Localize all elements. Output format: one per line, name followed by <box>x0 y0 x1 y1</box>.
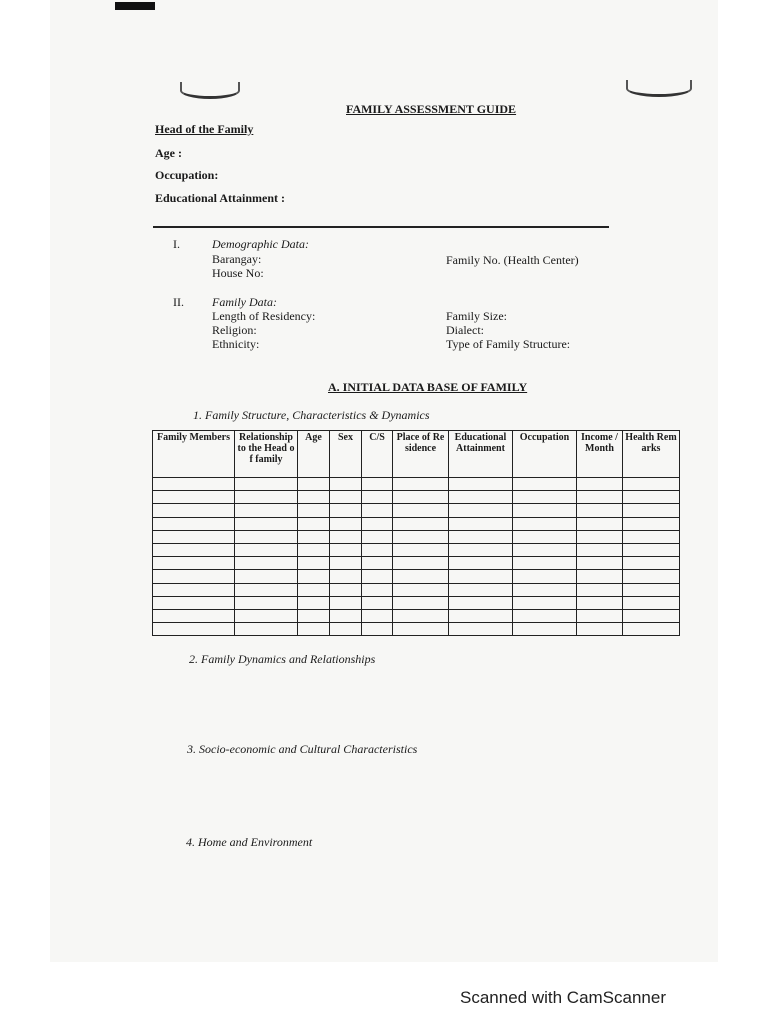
table-cell <box>235 478 298 491</box>
table-cell <box>577 623 623 636</box>
table-cell <box>153 570 235 583</box>
table-cell <box>235 596 298 609</box>
table-cell <box>298 517 330 530</box>
table-cell <box>393 596 449 609</box>
table-cell <box>577 504 623 517</box>
table-cell <box>235 491 298 504</box>
table-cell <box>298 491 330 504</box>
family-members-table <box>152 430 680 636</box>
table-row <box>153 517 680 530</box>
col-header: Educational Attainment <box>449 431 513 478</box>
table-cell <box>362 623 393 636</box>
table-cell <box>623 543 680 556</box>
table-cell <box>298 583 330 596</box>
table-cell <box>449 517 513 530</box>
camscanner-watermark: Scanned with CamScanner <box>460 988 667 1007</box>
table-cell <box>449 478 513 491</box>
table-cell <box>393 504 449 517</box>
family-no-label: Family No. (Health Center) <box>446 253 579 267</box>
table-cell <box>235 570 298 583</box>
dialect-label: Dialect: <box>446 323 484 337</box>
table-cell <box>330 596 362 609</box>
table-cell <box>513 491 577 504</box>
table-cell <box>235 530 298 543</box>
table-row <box>153 570 680 583</box>
house-no-label: House No: <box>212 266 264 280</box>
table-cell <box>362 517 393 530</box>
table-row <box>153 530 680 543</box>
length-of-residency-label: Length of Residency: <box>212 309 316 323</box>
subsection-3: 3. Socio-economic and Cultural Characteristics <box>187 742 418 756</box>
left-seal-logo <box>180 82 240 99</box>
table-cell <box>623 530 680 543</box>
table-cell <box>577 478 623 491</box>
ethnicity-label: Ethnicity: <box>212 337 260 351</box>
table-cell <box>362 543 393 556</box>
table-row <box>153 583 680 596</box>
family-structure-label: Type of Family Structure: <box>446 337 571 351</box>
table-cell <box>235 517 298 530</box>
table-cell <box>577 517 623 530</box>
table-cell <box>330 517 362 530</box>
table-cell <box>513 504 577 517</box>
table-cell <box>623 517 680 530</box>
table-cell <box>362 478 393 491</box>
table-row <box>153 596 680 609</box>
table-cell <box>393 557 449 570</box>
table-cell <box>362 530 393 543</box>
table-cell <box>393 570 449 583</box>
table-cell <box>298 557 330 570</box>
table-cell <box>577 596 623 609</box>
table-row <box>153 609 680 622</box>
table-cell <box>153 596 235 609</box>
table-cell <box>362 504 393 517</box>
table-cell <box>393 491 449 504</box>
table-row <box>153 504 680 517</box>
table-cell <box>393 543 449 556</box>
table-cell <box>362 596 393 609</box>
col-header: Income / Month <box>577 431 623 478</box>
table-cell <box>153 504 235 517</box>
divider-line <box>153 226 609 228</box>
table-cell <box>362 570 393 583</box>
education-field-label: Educational Attainment : <box>155 191 286 205</box>
age-field-label: Age : <box>155 146 182 160</box>
table-cell <box>330 609 362 622</box>
religion-label: Religion: <box>212 323 257 337</box>
table-cell <box>623 583 680 596</box>
col-header: C/S <box>362 431 393 478</box>
table-cell <box>513 517 577 530</box>
occupation-field-label: Occupation: <box>155 168 219 182</box>
col-header: Place of Residence <box>393 431 449 478</box>
table-cell <box>449 530 513 543</box>
table-cell <box>153 530 235 543</box>
table-cell <box>513 609 577 622</box>
table-cell <box>330 543 362 556</box>
table-cell <box>153 543 235 556</box>
table-cell <box>449 570 513 583</box>
barangay-label: Barangay: <box>212 252 262 266</box>
table-cell <box>235 504 298 517</box>
section-i-heading: Demographic Data: <box>212 237 309 251</box>
table-cell <box>330 504 362 517</box>
table-cell <box>393 517 449 530</box>
head-of-family-label: Head of the Family <box>155 122 254 136</box>
table-cell <box>298 609 330 622</box>
table-cell <box>623 557 680 570</box>
table-cell <box>298 623 330 636</box>
table-body <box>153 478 680 636</box>
table-cell <box>577 557 623 570</box>
table-cell <box>235 543 298 556</box>
right-seal-logo <box>626 80 692 97</box>
table-cell <box>513 623 577 636</box>
table-cell <box>298 596 330 609</box>
table-cell <box>153 609 235 622</box>
table-cell <box>513 557 577 570</box>
table-cell <box>235 623 298 636</box>
table-cell <box>449 491 513 504</box>
col-header: Occupation <box>513 431 577 478</box>
scan-mark <box>115 2 155 10</box>
table-cell <box>449 543 513 556</box>
table-cell <box>513 583 577 596</box>
table-cell <box>623 504 680 517</box>
table-cell <box>362 491 393 504</box>
table-row <box>153 623 680 636</box>
table-cell <box>393 623 449 636</box>
col-header: Age <box>298 431 330 478</box>
table-cell <box>449 557 513 570</box>
table-cell <box>623 570 680 583</box>
col-header: Health Remarks <box>623 431 680 478</box>
table-row <box>153 478 680 491</box>
table-cell <box>577 609 623 622</box>
table-cell <box>362 583 393 596</box>
table-cell <box>298 543 330 556</box>
table-cell <box>235 609 298 622</box>
table-cell <box>577 491 623 504</box>
section-i-numeral: I. <box>173 237 180 251</box>
table-cell <box>623 596 680 609</box>
table-cell <box>393 583 449 596</box>
table-cell <box>449 609 513 622</box>
document-title: FAMILY ASSESSMENT GUIDE <box>346 102 517 116</box>
table-cell <box>513 570 577 583</box>
table-cell <box>393 609 449 622</box>
section-ii-numeral: II. <box>173 295 184 309</box>
table-cell <box>298 504 330 517</box>
table-cell <box>298 570 330 583</box>
table-cell <box>153 623 235 636</box>
table-cell <box>330 623 362 636</box>
table-cell <box>623 491 680 504</box>
col-header: Family Members <box>153 431 235 478</box>
table-cell <box>513 543 577 556</box>
table-cell <box>153 583 235 596</box>
table-row <box>153 543 680 556</box>
table-row <box>153 557 680 570</box>
table-cell <box>153 557 235 570</box>
table-cell <box>623 623 680 636</box>
table-cell <box>623 478 680 491</box>
table-cell <box>330 478 362 491</box>
table-cell <box>449 583 513 596</box>
table-cell <box>449 504 513 517</box>
col-header: Relationship to the Head of family <box>235 431 298 478</box>
table-cell <box>153 478 235 491</box>
table-cell <box>393 530 449 543</box>
subsection-4: 4. Home and Environment <box>186 835 313 849</box>
table-cell <box>577 530 623 543</box>
table-cell <box>393 478 449 491</box>
table-cell <box>623 609 680 622</box>
table-cell <box>513 596 577 609</box>
table-cell <box>577 570 623 583</box>
table-cell <box>298 530 330 543</box>
table-cell <box>362 609 393 622</box>
section-a-title: A. INITIAL DATA BASE OF FAMILY <box>328 380 528 394</box>
subsection-1: 1. Family Structure, Characteristics & Dynamics <box>193 408 430 422</box>
table-header-row <box>153 431 680 478</box>
table-cell <box>513 530 577 543</box>
table-cell <box>153 491 235 504</box>
table-cell <box>449 596 513 609</box>
table-cell <box>153 517 235 530</box>
subsection-2: 2. Family Dynamics and Relationships <box>189 652 376 666</box>
section-ii-heading: Family Data: <box>212 295 277 309</box>
table-cell <box>513 478 577 491</box>
table-cell <box>577 583 623 596</box>
table-cell <box>449 623 513 636</box>
table-cell <box>330 583 362 596</box>
col-header: Sex <box>330 431 362 478</box>
table-cell <box>330 570 362 583</box>
family-size-label: Family Size: <box>446 309 507 323</box>
table-cell <box>330 530 362 543</box>
table-cell <box>577 543 623 556</box>
table-cell <box>298 478 330 491</box>
table-cell <box>330 557 362 570</box>
table-cell <box>362 557 393 570</box>
table-cell <box>235 583 298 596</box>
table-cell <box>235 557 298 570</box>
table-cell <box>330 491 362 504</box>
table-row <box>153 491 680 504</box>
